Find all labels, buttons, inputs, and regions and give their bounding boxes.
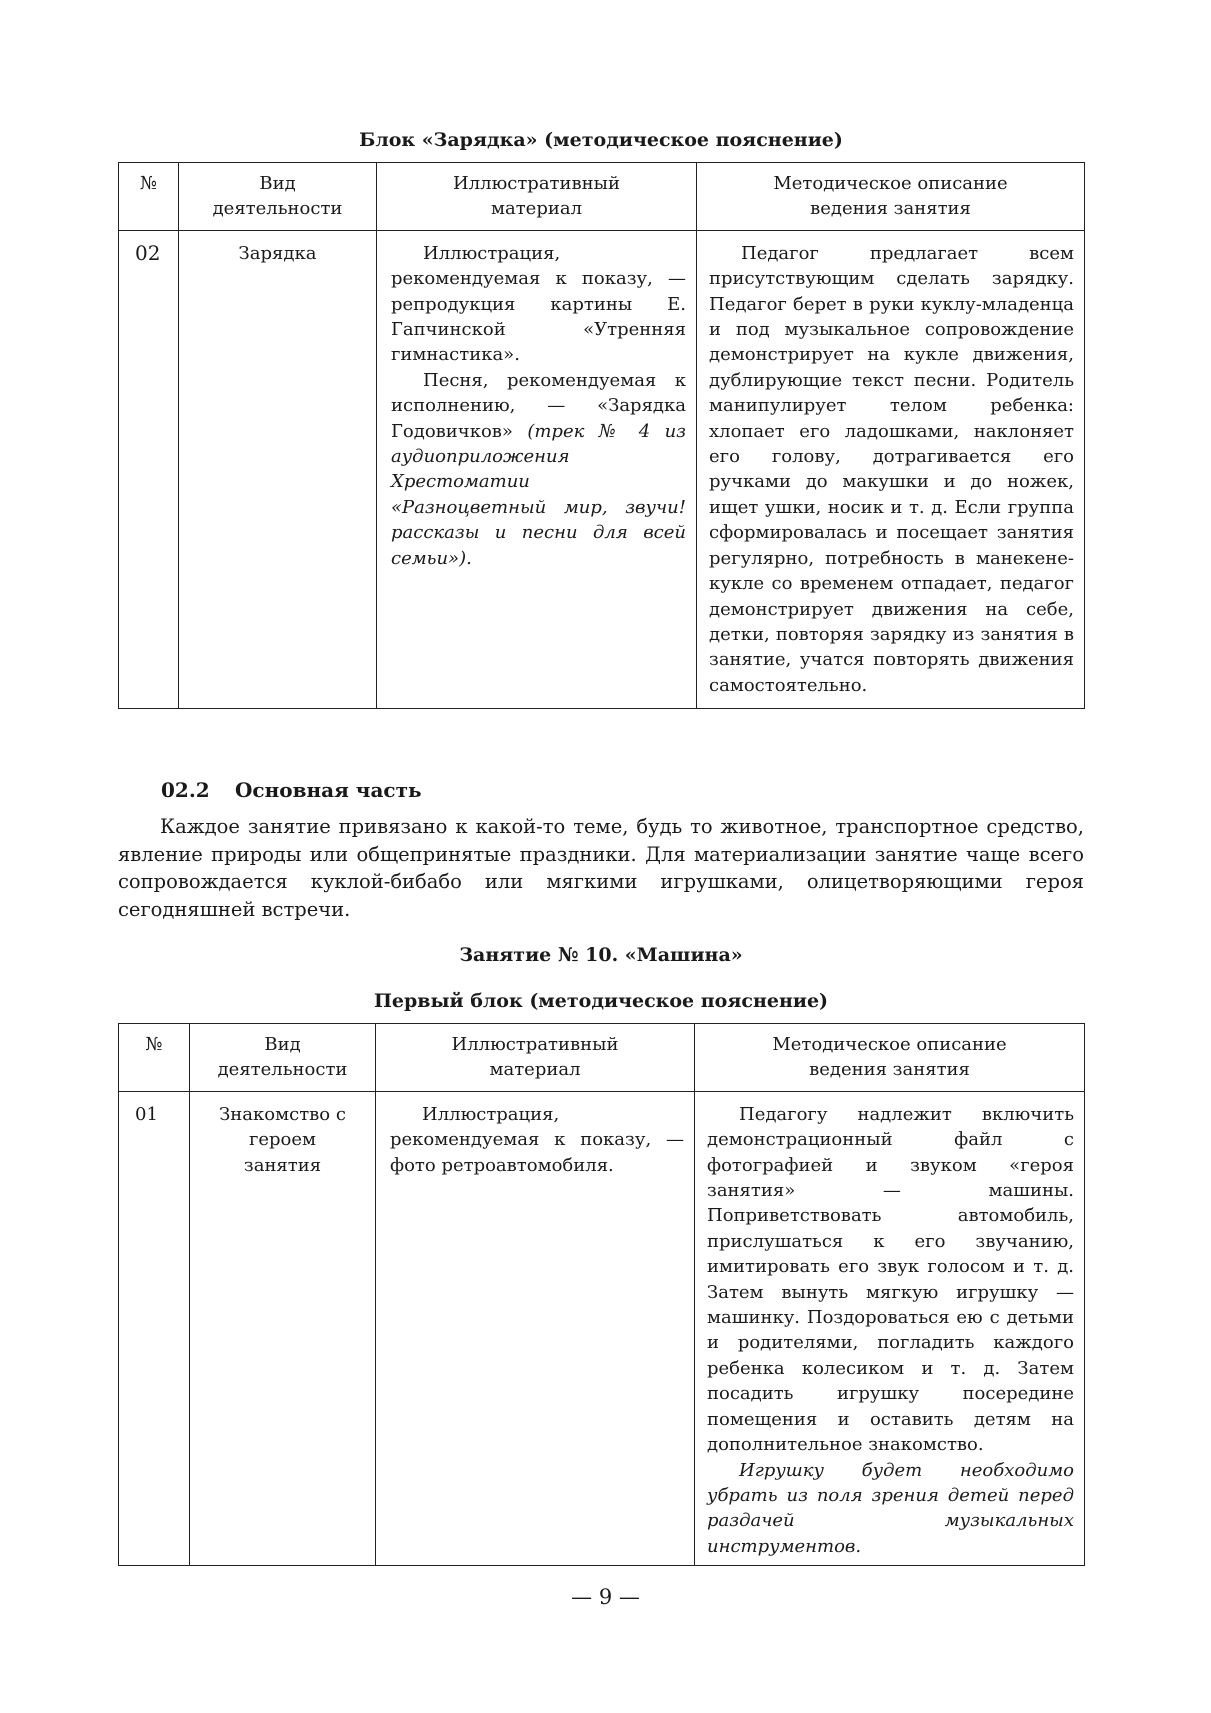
- header-num: №: [119, 163, 179, 231]
- header-activity: Вид деятельности: [179, 163, 377, 231]
- section-heading: [161, 777, 422, 803]
- row-method: [697, 230, 1085, 708]
- body-paragraph: Каждое занятие привязано к какой-то теме, будь то животное, транспортное средство, явление природы или общепринятые праздники. Для материализации занятие чаще всего сопровождается куклой-бибабо или мягкими игрушками, олицетворяющими героя сегодняшней встречи.: [118, 815, 1084, 921]
- header-illustrative: Иллюстративный материал: [376, 1024, 695, 1092]
- row-num: 02: [119, 230, 179, 708]
- method-paragraph: Педагогу надлежит включить демонстрационный файл с фотографией и звуком «героя занятия» — машины. Поприветствовать автомобиль, прислушаться к его звучанию, имитировать его звук голосом и т. д. Затем вынуть мягкую игрушку — машинку. Поздороваться ею с детьми и родителями, погладить каждого ребенка колесиком и т. д. Затем посадить игрушку посередине помещения и оставить детям на дополнительное знакомство.: [707, 1103, 1074, 1456]
- page-number: — 9 —: [571, 1585, 640, 1609]
- table-header-row: [119, 1024, 1085, 1092]
- illustrative-paragraph: Иллюстрация, рекомендуемая к показу, — репродукция картины Е. Гапчинской «Утренняя гимнастика».: [391, 242, 686, 366]
- row-activity: Зарядка: [179, 230, 377, 708]
- block1-caption: Блок «Зарядка» (методическое пояснение): [359, 129, 843, 151]
- table-row: [119, 230, 1085, 708]
- section-number: 02.2: [161, 778, 210, 802]
- block2-table: [118, 1023, 1085, 1566]
- section-title: Основная часть: [235, 778, 422, 802]
- illustrative-paragraph: Иллюстрация, рекомендуемая к показу, — фото ретроавтомобиля.: [390, 1103, 684, 1176]
- song-text: Песня, рекомендуемая к исполнению, — «Зарядка Годовичков»: [391, 369, 686, 442]
- table-row: [119, 1091, 1085, 1565]
- header-num: №: [119, 1024, 190, 1092]
- header-activity: Вид деятельности: [190, 1024, 376, 1092]
- row-num: 01: [119, 1091, 190, 1565]
- song-track-note: (трек № 4 из аудиоприложения Хрестоматии «Разноцветный мир, звучи! рассказы и песни для всей семьи»).: [391, 420, 686, 569]
- illustrative-song: [391, 368, 686, 571]
- row-method: [695, 1091, 1085, 1565]
- row-illustrative: [376, 1091, 695, 1565]
- header-illustrative: Иллюстративный материал: [377, 163, 697, 231]
- row-illustrative: [377, 230, 697, 708]
- table-header-row: [119, 163, 1085, 231]
- row-activity: Знакомство с героем занятия: [190, 1091, 376, 1565]
- block1-table: [118, 162, 1085, 709]
- header-method: Методическое описание ведения занятия: [697, 163, 1085, 231]
- header-method: Методическое описание ведения занятия: [695, 1024, 1085, 1092]
- method-note: Игрушку будет необходимо убрать из поля зрения детей перед раздачей музыкальных инструментов.: [707, 1459, 1074, 1557]
- block2-caption: Первый блок (методическое пояснение): [373, 990, 829, 1012]
- method-paragraph: Педагог предлагает всем присутствующим сделать зарядку. Педагог берет в руки куклу-младенца и под музыкальное сопровождение демонстрирует на кукле движения, дублирующие текст песни. Родитель манипулирует телом ребенка: хлопает его ладошками, наклоняет его голову, дотрагивается его ручками до макушки и до ножек, ищет ушки, носик и т. д. Если группа сформировалась и посещает занятия регулярно, потребность в манекене-кукле со временем отпадает, педагог демонстрирует движения на себе, детки, повторяя зарядку из занятия в занятие, учатся повторять движения самостоятельно.: [709, 242, 1074, 696]
- lesson-title: Занятие № 10. «Машина»: [459, 944, 743, 966]
